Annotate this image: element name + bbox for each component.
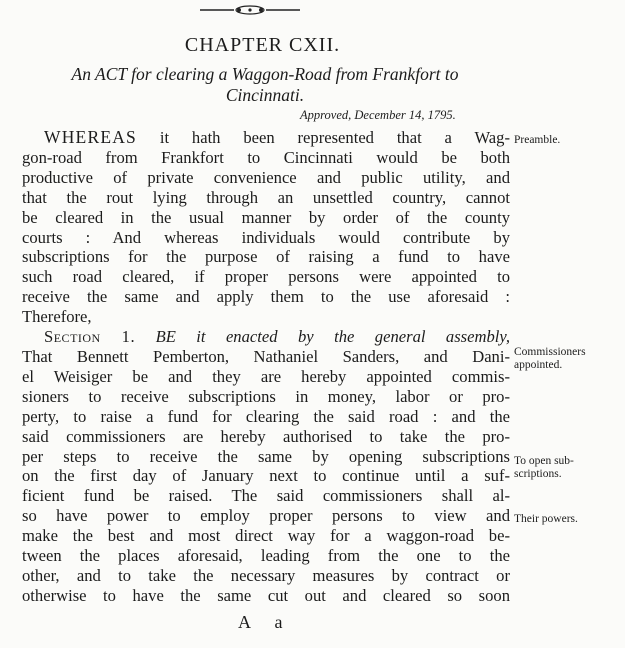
- preamble-line: be cleared in the usual manner by order of the county: [22, 207, 510, 227]
- section-line: [22, 327, 510, 347]
- section-line: That Bennett Pemberton, Nathaniel Sanders, and Dani-: [22, 346, 510, 366]
- section-line: tween the places aforesaid, leading from the one to the: [22, 546, 510, 566]
- section-line: so have power to employ proper persons to view and: [22, 506, 510, 526]
- preamble-line: gon-road from Frankfort to Cincinnati would be both: [22, 147, 510, 167]
- margin-note-subscriptions: To open sub- scriptions.: [514, 455, 574, 480]
- enacting-clause: BE it enacted by the general assembly,: [155, 327, 510, 347]
- preamble-line: Therefore,: [22, 307, 92, 327]
- section-line: sioners to receive subscriptions in money, labor or pro-: [22, 386, 510, 406]
- act-title-line-2: Cincinnati.: [225, 85, 305, 105]
- header-ornament: [198, 4, 302, 16]
- act-body: [22, 128, 510, 606]
- act-title: [20, 64, 510, 106]
- section-line: otherwise to have the same cut out and cleared so soon: [22, 585, 510, 605]
- section-line: other, and to take the necessary measures by contract or: [22, 565, 510, 585]
- preamble-line: that the rout lying through an unsettled country, cannot: [22, 187, 510, 207]
- preamble-line: WHEREAS it hath been represented that a Wag-: [44, 127, 510, 147]
- preamble-line: such road cleared, if proper persons were appointed to: [22, 267, 510, 287]
- section-line: ficient fund be raised. The said commissioners shall al-: [22, 486, 510, 506]
- signature-mark: A a: [238, 612, 293, 632]
- section-line: per steps to receive the same by opening subscriptions: [22, 446, 510, 466]
- preamble-line: receive the same and apply them to the use aforesaid :: [22, 287, 510, 307]
- section-label: Section 1.: [44, 327, 136, 347]
- approval-date: Approved, December 14, 1795.: [300, 108, 456, 122]
- act-title-line-1: An ACT for clearing a Waggon-Road from Frankfort to: [71, 64, 459, 84]
- section-line: said commissioners are hereby authorised to take the pro-: [22, 426, 510, 446]
- margin-note-commissioners: Commissioners appointed.: [514, 346, 586, 371]
- preamble-line: productive of private convenience and public utility, and: [22, 167, 510, 187]
- section-line: make the best and most direct way for a waggon-road be-: [22, 526, 510, 546]
- preamble-line: subscriptions for the purpose of raising a fund to have: [22, 247, 510, 267]
- preamble-lead-word: WHEREAS: [44, 127, 137, 147]
- section-line: el Weisiger be and they are hereby appointed commis-: [22, 366, 510, 386]
- preamble-line: courts : And whereas individuals would contribute by: [22, 227, 510, 247]
- section-line: perty, to raise a fund for clearing the said road : and the: [22, 406, 510, 426]
- margin-note-preamble: Preamble.: [514, 134, 561, 146]
- margin-note-powers: Their powers.: [514, 513, 578, 525]
- section-line: on the first day of January next to continue until a suf-: [22, 466, 510, 486]
- chapter-heading: CHAPTER CXII.: [184, 34, 341, 56]
